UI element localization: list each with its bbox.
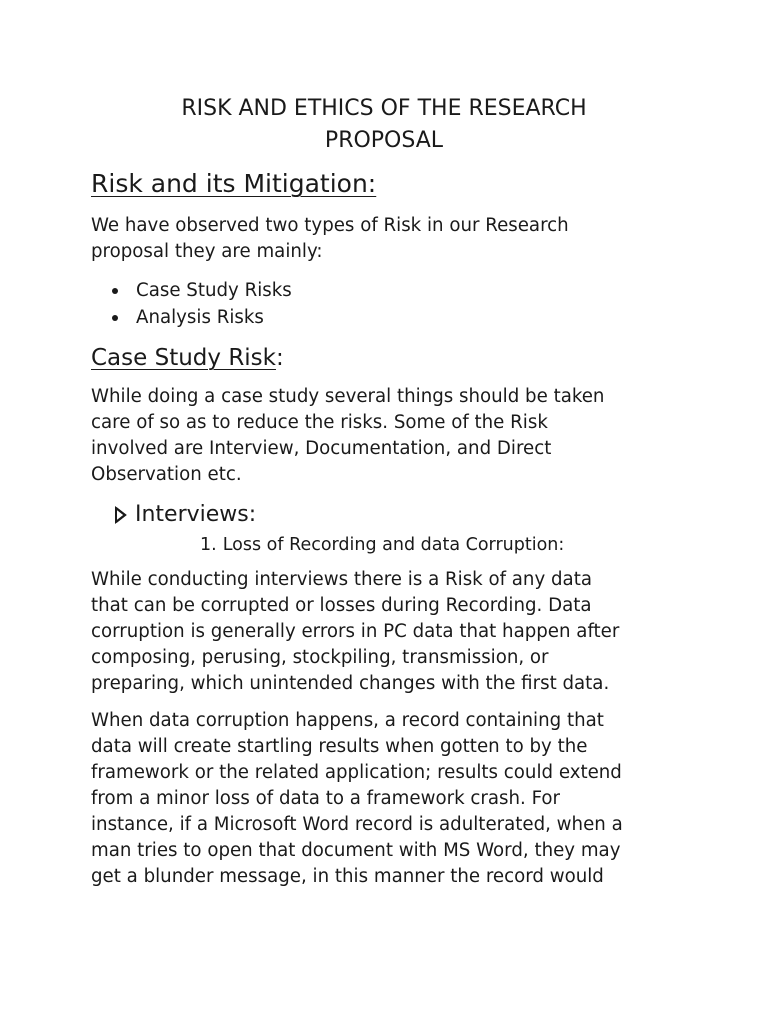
paragraph-line: framework or the related application; results could extend xyxy=(91,762,622,783)
list-item xyxy=(108,277,292,304)
paragraph-line: involved are Interview, Documentation, and Direct xyxy=(91,438,552,459)
data-corruption-paragraph xyxy=(91,708,691,890)
case-study-paragraph xyxy=(91,384,691,488)
section-heading-case-study-risk-text: Case Study Risk xyxy=(91,345,276,371)
heading-colon: : xyxy=(276,345,284,371)
paragraph-line: data will create startling results when gotten to by the xyxy=(91,736,588,757)
list-item-label: Case Study Risks xyxy=(136,280,292,301)
document-title xyxy=(120,93,648,157)
paragraph-line: care of so as to reduce the risks. Some of the Risk xyxy=(91,412,548,433)
paragraph-line: man tries to open that document with MS Word, they may xyxy=(91,840,621,861)
interviews-subheading xyxy=(113,500,256,530)
paragraph-line: preparing, which unintended changes with the first data. xyxy=(91,673,610,694)
bullet-icon xyxy=(112,288,118,294)
numbered-item xyxy=(200,532,564,558)
paragraph-line: While doing a case study several things should be taken xyxy=(91,386,605,407)
paragraph-line: While conducting interviews there is a Risk of any data xyxy=(91,569,592,590)
section-heading-risk-mitigation xyxy=(91,168,376,200)
bullet-icon xyxy=(112,315,118,321)
arrow-bullet-icon xyxy=(113,505,133,525)
document-title-line2: PROPOSAL xyxy=(324,128,444,153)
interviews-subheading-text: Interviews: xyxy=(135,502,257,527)
interviews-paragraph xyxy=(91,567,691,697)
paragraph-line: instance, if a Microsoft Word record is adulterated, when a xyxy=(91,814,623,835)
risk-types-list xyxy=(108,277,292,331)
intro-line: We have observed two types of Risk in our Research xyxy=(91,215,569,236)
intro-paragraph xyxy=(91,213,691,265)
paragraph-line: corruption is generally errors in PC data that happen after xyxy=(91,621,620,642)
list-item-label: Analysis Risks xyxy=(136,307,264,328)
numbered-item-label: Loss of Recording and data Corruption: xyxy=(222,535,565,555)
paragraph-line: get a blunder message, in this manner the record would xyxy=(91,866,604,887)
section-heading-risk-mitigation-text: Risk and its Mitigation: xyxy=(91,169,377,198)
section-heading-case-study-risk xyxy=(91,342,284,374)
paragraph-line: from a minor loss of data to a framework crash. For xyxy=(91,788,560,809)
paragraph-line: Observation etc. xyxy=(91,464,242,485)
paragraph-line: When data corruption happens, a record containing that xyxy=(91,710,604,731)
paragraph-line: that can be corrupted or losses during Recording. Data xyxy=(91,595,592,616)
numbered-item-number: 1. xyxy=(200,535,217,555)
intro-line: proposal they are mainly: xyxy=(91,241,323,262)
document-title-line1: RISK AND ETHICS OF THE RESEARCH xyxy=(181,96,587,121)
list-item xyxy=(108,304,292,331)
paragraph-line: composing, perusing, stockpiling, transmission, or xyxy=(91,647,549,668)
